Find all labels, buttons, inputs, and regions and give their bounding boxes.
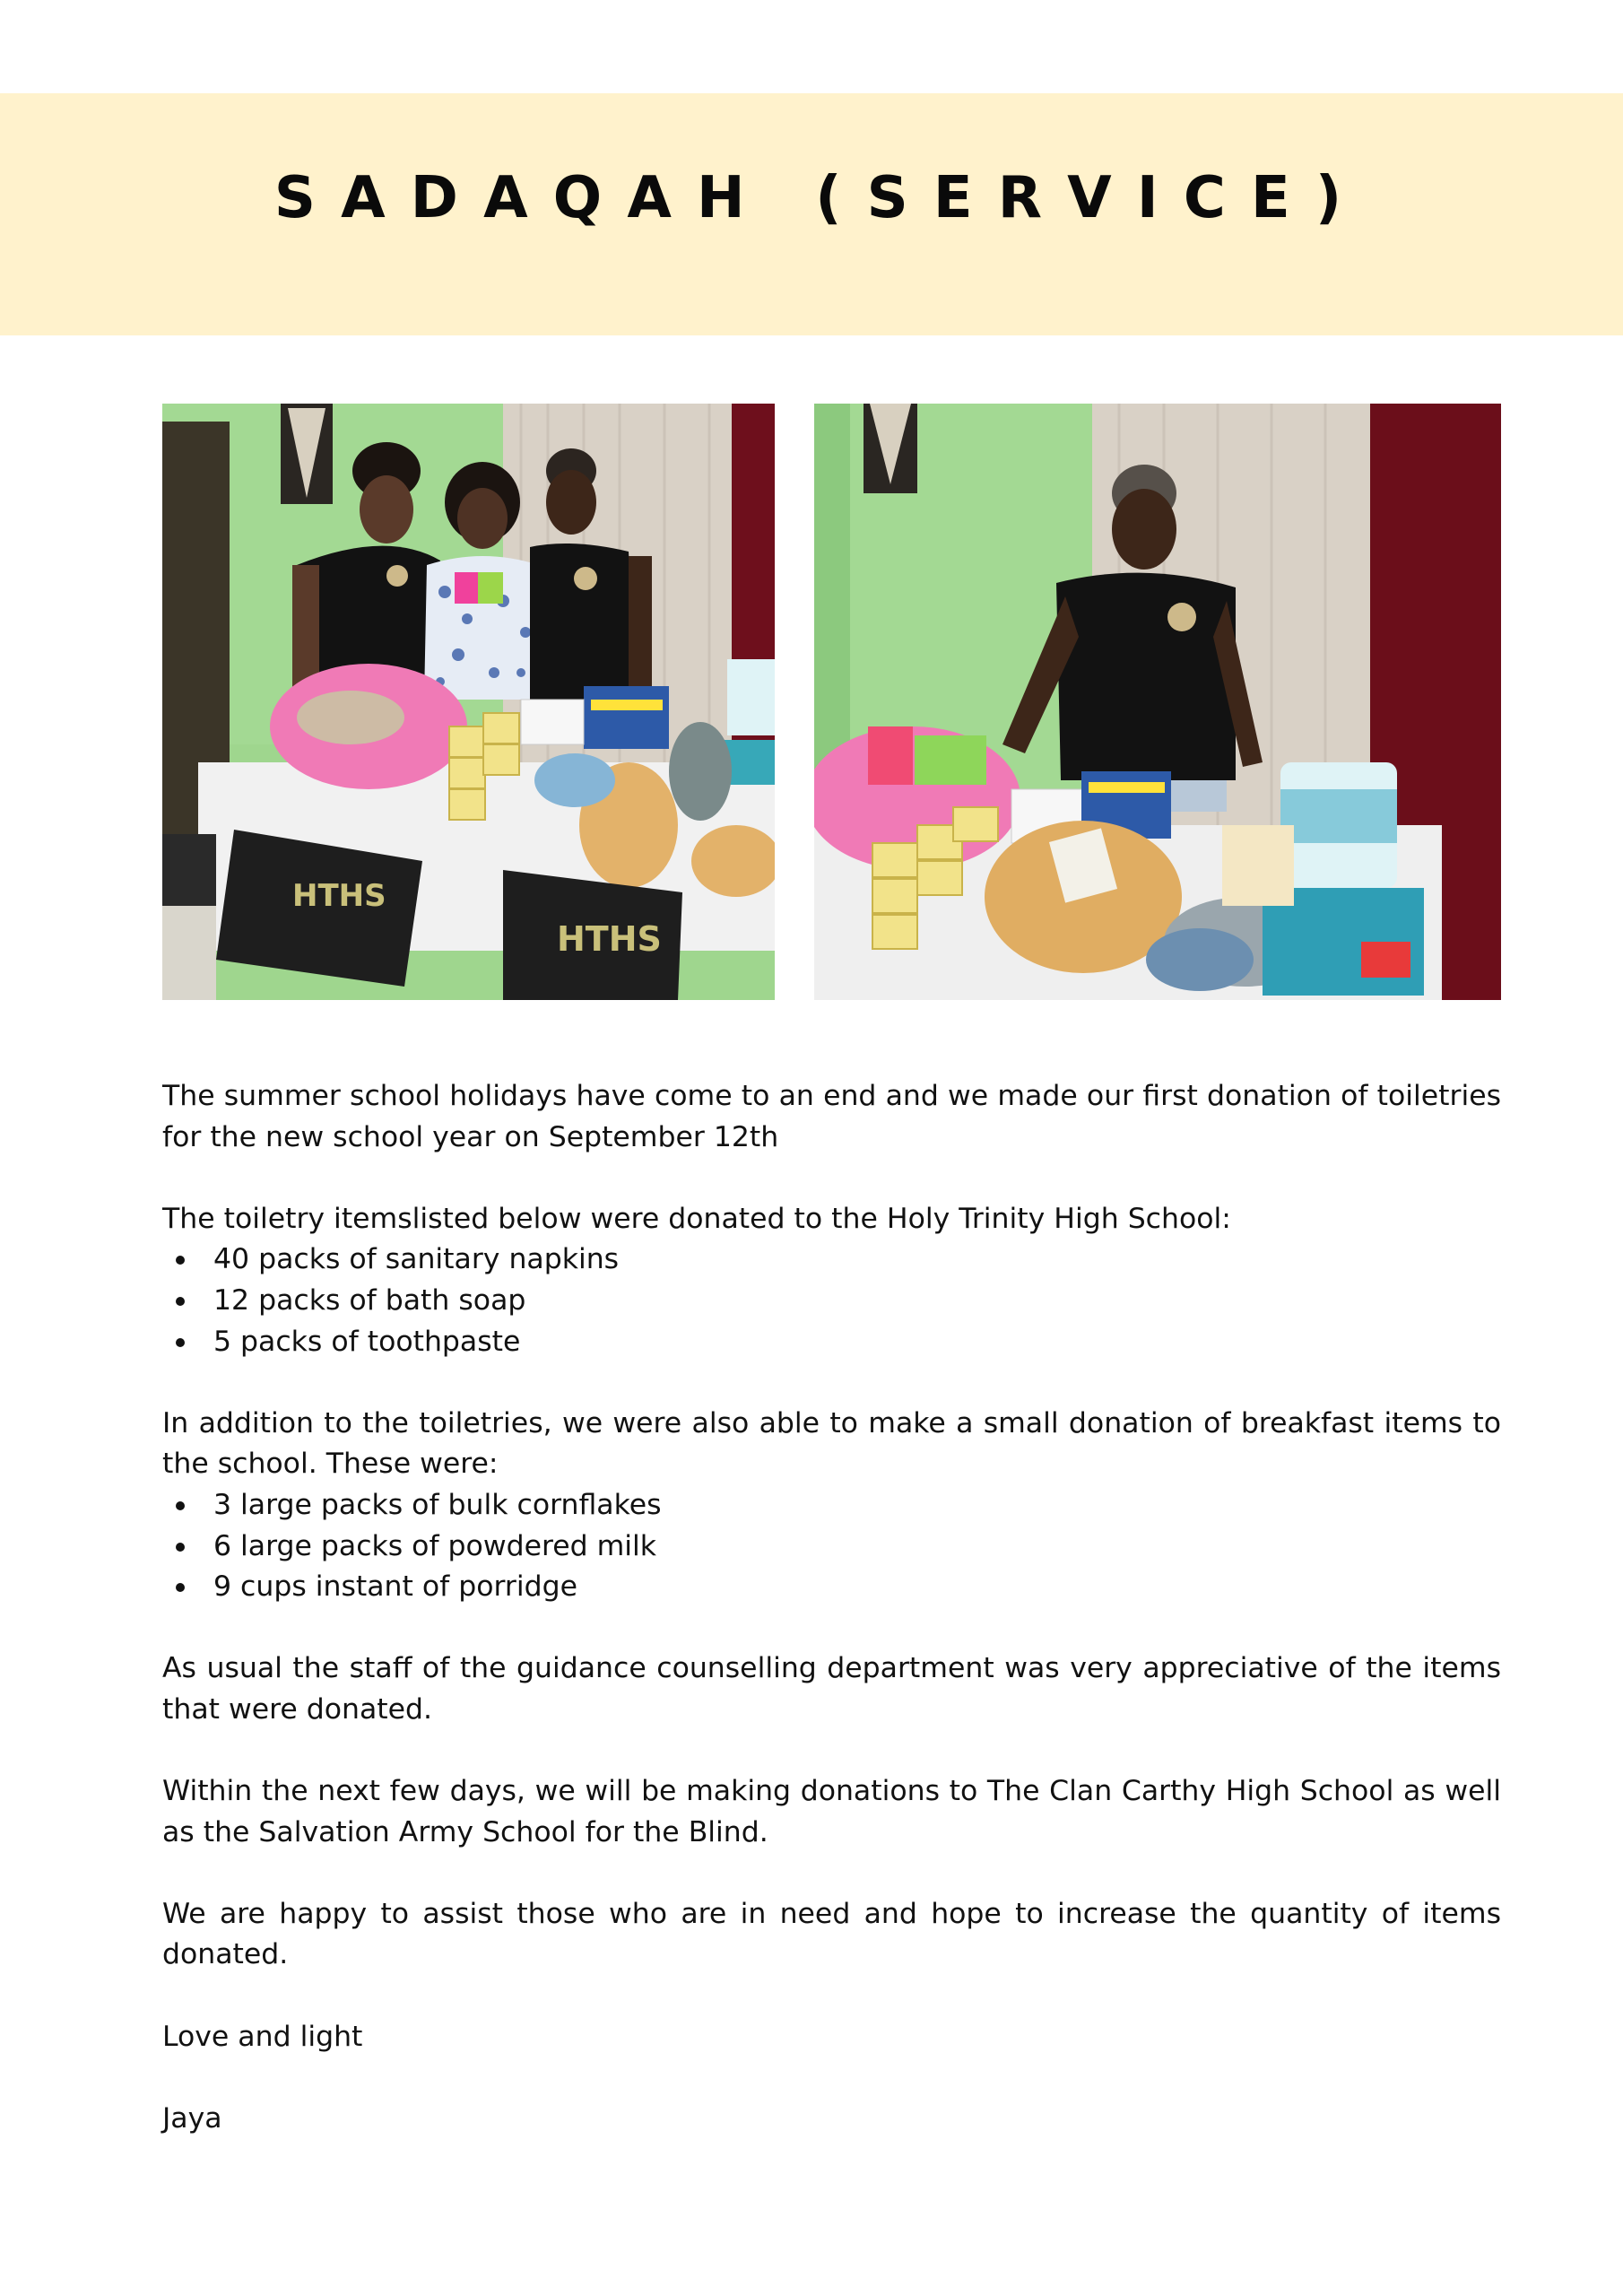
toiletries-heading: The toiletry itemslisted below were donated to the Holy Trinity High School: <box>162 1202 1231 1235</box>
donation-photo-group <box>162 404 775 1000</box>
photo-image-icon <box>162 404 775 1000</box>
toiletries-list <box>162 1239 1501 1362</box>
page-title: SADAQAH (SERVICE) <box>273 165 1367 231</box>
upcoming-paragraph: Within the next few days, we will be making donations to The Clan Carthy High School as well as the Salvation Army School for the Blind. <box>162 1775 1501 1848</box>
list-item: 40 packs of sanitary napkins <box>162 1239 1501 1281</box>
closing-paragraph: We are happy to assist those who are in need and hope to increase the quantity of items donated. <box>162 1897 1501 1971</box>
donation-photo-single <box>814 404 1501 1000</box>
bullet-icon <box>176 1297 185 1306</box>
bullet-icon <box>176 1338 185 1347</box>
list-item: 6 large packs of powdered milk <box>162 1526 1501 1568</box>
svg-text:HTHS: HTHS <box>557 919 662 959</box>
breakfast-list <box>162 1485 1501 1608</box>
list-item: 5 packs of toothpaste <box>162 1322 1501 1363</box>
bullet-icon <box>176 1256 185 1265</box>
svg-text:HTHS: HTHS <box>292 878 386 914</box>
signature: Jaya <box>162 2101 222 2135</box>
bullet-icon <box>176 1543 185 1552</box>
breakfast-heading: In addition to the toiletries, we were also able to make a small donation of breakfast items to the school. These were: <box>162 1406 1501 1481</box>
appreciation-paragraph: As usual the staff of the guidance counselling department was very appreciative of the items that were donated. <box>162 1652 1501 1726</box>
bullet-icon <box>176 1501 185 1510</box>
signoff: Love and light <box>162 2020 363 2053</box>
photo-image-icon <box>814 404 1501 1000</box>
bullet-icon <box>176 1583 185 1592</box>
list-item: 12 packs of bath soap <box>162 1281 1501 1322</box>
intro-paragraph: The summer school holidays have come to an end and we made our first donation of toiletries for the new school year on September 12th <box>162 1080 1501 1153</box>
article-body <box>162 1076 1501 2180</box>
list-item: 9 cups instant of porridge <box>162 1567 1501 1608</box>
list-item: 3 large packs of bulk cornflakes <box>162 1485 1501 1526</box>
